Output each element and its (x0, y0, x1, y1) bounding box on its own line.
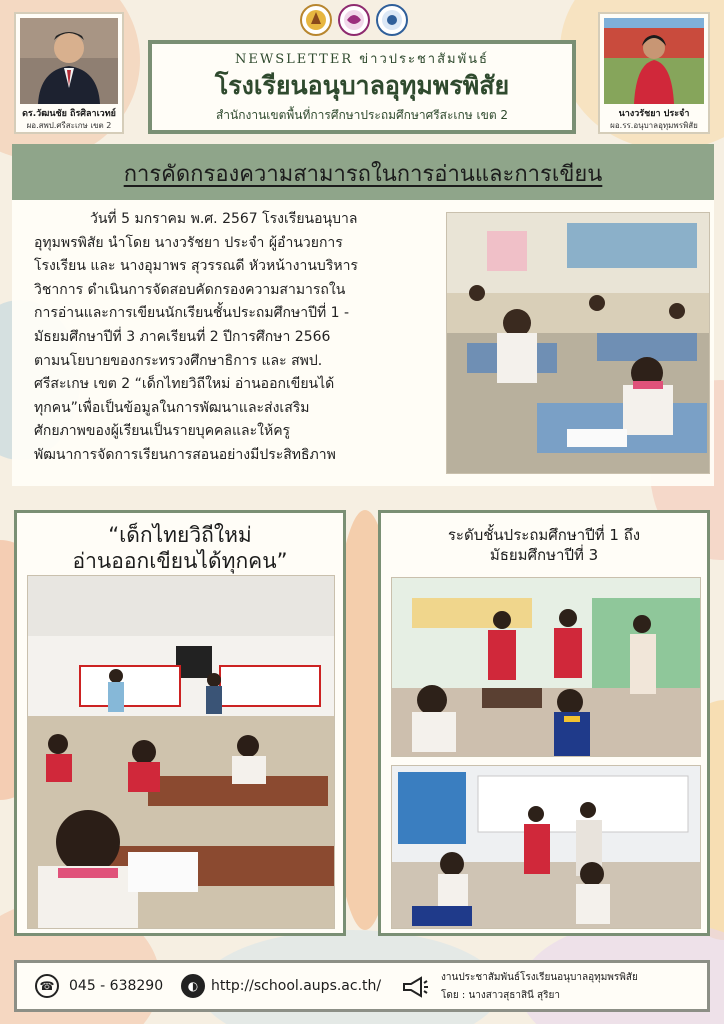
left-panel-caption-line1: “เด็กไทยวิถีใหม่ (108, 523, 252, 547)
article-body (34, 208, 454, 468)
article-line: การอ่านและการเขียนนักเรียนชั้นประถมศึกษาปีที่ 1 - (34, 305, 350, 322)
classroom-photo-right-bottom (391, 765, 701, 929)
phone-number[interactable]: 045 - 638290 (69, 978, 164, 994)
article-card (12, 144, 714, 486)
article-line: วิชาการ ดำเนินการจัดสอบคัดกรองความสามารถใน (34, 281, 346, 298)
portrait-photo-left (20, 18, 118, 104)
obec-logo-icon (338, 4, 370, 36)
school-logo-icon (300, 4, 332, 36)
article-line: มัธยมศึกษาปีที่ 3 ภาคเรียนที่ 2 ปีการศึกษา 2566 (34, 328, 331, 345)
portrait-photo-left-image (20, 18, 118, 104)
left-photo-panel (14, 510, 346, 936)
article-line: ทุกคน”เพื่อเป็นข้อมูลในการพัฒนาและส่งเสริม (34, 399, 310, 416)
classroom-photo-right-bottom-image (392, 766, 700, 928)
classroom-photo-left-image (28, 576, 334, 928)
header-title-card (148, 40, 576, 134)
left-panel-caption-line2: อ่านออกเขียนได้ทุกคน” (72, 549, 288, 573)
right-panel-caption-line1: ระดับชั้นประถมศึกษาปีที่ 1 ถึง (447, 526, 641, 544)
school-name-title: โรงเรียนอนุบาลอุทุมพรพิสัย (214, 71, 510, 100)
left-person-name: ดร.วัฒนชัย ถิรศิลาเวทย์ (22, 109, 116, 119)
phone-icon: ☎ (35, 974, 59, 998)
right-person-name: นางวรัชยา ประจำ (618, 109, 690, 119)
article-headline: การคัดกรองความสามารถในการอ่านและการเขียน (123, 162, 603, 187)
right-person-title: ผอ.รร.อนุบาลอุทุมพรพิสัย (610, 121, 698, 130)
article-line: อุทุมพรพิสัย นำโดย นางวรัชยา ประจำ ผู้อำนวยการ (34, 234, 343, 251)
megaphone-icon (401, 975, 429, 999)
classroom-photo-right-top-image (392, 578, 700, 756)
article-line: ตามนโยบายของกระทรวงศึกษาธิการ และ สพป. (34, 352, 323, 369)
website-link[interactable]: http://school.aups.ac.th/ (211, 978, 382, 994)
article-line: วันที่ 5 มกราคม พ.ศ. 2567 โรงเรียนอนุบาล (90, 211, 358, 227)
footer-bar (14, 960, 710, 1012)
education-office-subtitle: สำนักงานเขตพื้นที่การศึกษาประถมศึกษาศรีสะเกษ เขต 2 (215, 108, 509, 122)
credit-line-1: งานประชาสัมพันธ์โรงเรียนอนุบาลอุทุมพรพิสัย (441, 972, 638, 983)
article-line: พัฒนาการจัดการเรียนการสอนอย่างมีประสิทธิภาพ (34, 446, 336, 463)
left-portrait-card (14, 12, 124, 134)
classroom-photo-main-image (447, 213, 709, 473)
classroom-photo-left (27, 575, 335, 929)
credit-line-2: โดย : นางสาวสุธาสินี สุริยา (441, 990, 561, 1001)
article-line: โรงเรียน และ นางอุมาพร สุวรรณดี หัวหน้างานบริหาร (34, 258, 358, 275)
newsletter-label: NEWSLETTER ข่าวประชาสัมพันธ์ (235, 52, 489, 67)
globe-icon: ◐ (181, 974, 205, 998)
right-panel-caption-line2: มัธยมศึกษาปีที่ 3 (489, 546, 599, 564)
classroom-photo-main (446, 212, 710, 474)
article-line: ศักยภาพของผู้เรียนเป็นรายบุคคลและให้ครู (34, 423, 291, 440)
district-logo-icon (376, 4, 408, 36)
portrait-photo-right-image (604, 18, 704, 104)
right-portrait-card (598, 12, 710, 134)
logo-group (300, 4, 410, 38)
right-photo-panel (378, 510, 710, 936)
left-person-title: ผอ.สพป.ศรีสะเกษ เขต 2 (26, 121, 112, 130)
classroom-photo-right-top (391, 577, 701, 757)
article-line: ศรีสะเกษ เขต 2 “เด็กไทยวิถีใหม่ อ่านออกเขียนได้ (34, 376, 335, 393)
portrait-photo-right (604, 18, 704, 104)
